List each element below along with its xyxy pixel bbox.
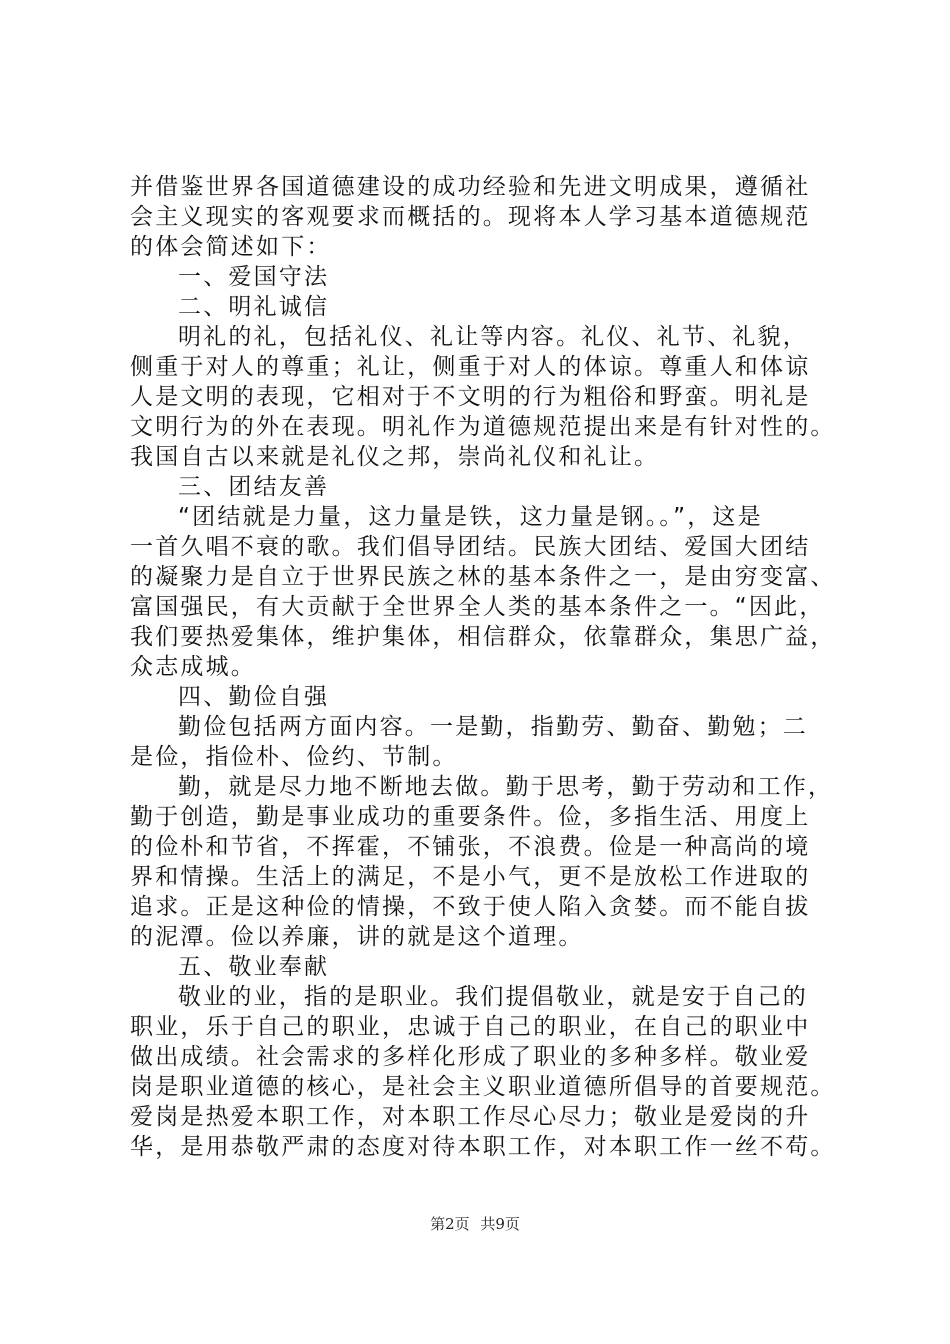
text-line: 是俭，指俭朴、俭约、节制。 xyxy=(130,744,458,770)
text-line: 富国强民，有大贡献于全世界全人类的基本条件之一。“因此， xyxy=(130,594,825,620)
text-line: 侧重于对人的尊重；礼让，侧重于对人的体谅。尊重人和体谅 xyxy=(130,354,811,380)
text-line: “团结就是力量，这力量是铁，这力量是钢。。”，这是 xyxy=(178,504,763,530)
text-line: 岗是职业道德的核心，是社会主义职业道德所倡导的首要规范。 xyxy=(130,1074,836,1100)
text-line: 爱岗是热爱本职工作，对本职工作尽心尽力；敬业是爱岗的升 xyxy=(130,1104,811,1130)
text-line: 五、敬业奉献 xyxy=(178,954,330,980)
text-line: 勤俭包括两方面内容。一是勤，指勤劳、勤奋、勤勉；二 xyxy=(178,714,808,740)
text-line: 文明行为的外在表现。明礼作为道德规范提出来是有针对性的。 xyxy=(130,414,836,440)
text-line: 敬业的业，指的是职业。我们提倡敬业，就是安于自己的 xyxy=(178,984,808,1010)
text-line: 华，是用恭敬严肃的态度对待本职工作，对本职工作一丝不苟。 xyxy=(130,1134,836,1160)
text-line: 追求。正是这种俭的情操，不致于使人陷入贪婪。而不能自拔 xyxy=(130,894,811,920)
text-line: 勤，就是尽力地不断地去做。勤于思考，勤于劳动和工作， xyxy=(178,774,834,800)
text-line: 明礼的礼，包括礼仪、礼让等内容。礼仪、礼节、礼貌， xyxy=(178,324,808,350)
text-line: 四、勤俭自强 xyxy=(178,684,330,710)
text-line: 会主义现实的客观要求而概括的。现将本人学习基本道德规范 xyxy=(130,204,811,230)
text-line: 我国自古以来就是礼仪之邦，崇尚礼仪和礼让。 xyxy=(130,444,660,470)
text-line: 界和情操。生活上的满足，不是小气，更不是放松工作进取的 xyxy=(130,864,811,890)
page-footer xyxy=(0,1214,950,1234)
text-line: 我们要热爱集体，维护集体，相信群众，依靠群众，集思广益， xyxy=(130,624,836,650)
text-line: 的体会简述如下： xyxy=(130,234,332,260)
text-line: 的俭朴和节省，不挥霍，不铺张，不浪费。俭是一种高尚的境 xyxy=(130,834,811,860)
text-line: 并借鉴世界各国道德建设的成功经验和先进文明成果，遵循社 xyxy=(130,174,811,200)
text-line: 的凝聚力是自立于世界民族之林的基本条件之一，是由穷变富、 xyxy=(130,564,836,590)
text-line: 二、明礼诚信 xyxy=(178,294,330,320)
text-line: 的泥潭。俭以养廉，讲的就是这个道理。 xyxy=(130,924,584,950)
text-line: 一首久唱不衰的歌。我们倡导团结。民族大团结、爱国大团结 xyxy=(130,534,811,560)
text-line: 做出成绩。社会需求的多样化形成了职业的多种多样。敬业爱 xyxy=(130,1044,811,1070)
text-line: 勤于创造，勤是事业成功的重要条件。俭，多指生活、用度上 xyxy=(130,804,811,830)
text-line: 一、爱国守法 xyxy=(178,264,330,290)
text-line: 三、团结友善 xyxy=(178,474,330,500)
text-line: 职业，乐于自己的职业，忠诚于自己的职业，在自己的职业中 xyxy=(130,1014,811,1040)
body-text xyxy=(130,172,850,1162)
text-line: 人是文明的表现，它相对于不文明的行为粗俗和野蛮。明礼是 xyxy=(130,384,811,410)
text-line: 众志成城。 xyxy=(130,654,256,680)
page-number: 第2页 xyxy=(430,1215,470,1233)
page-total: 共9页 xyxy=(480,1215,520,1233)
